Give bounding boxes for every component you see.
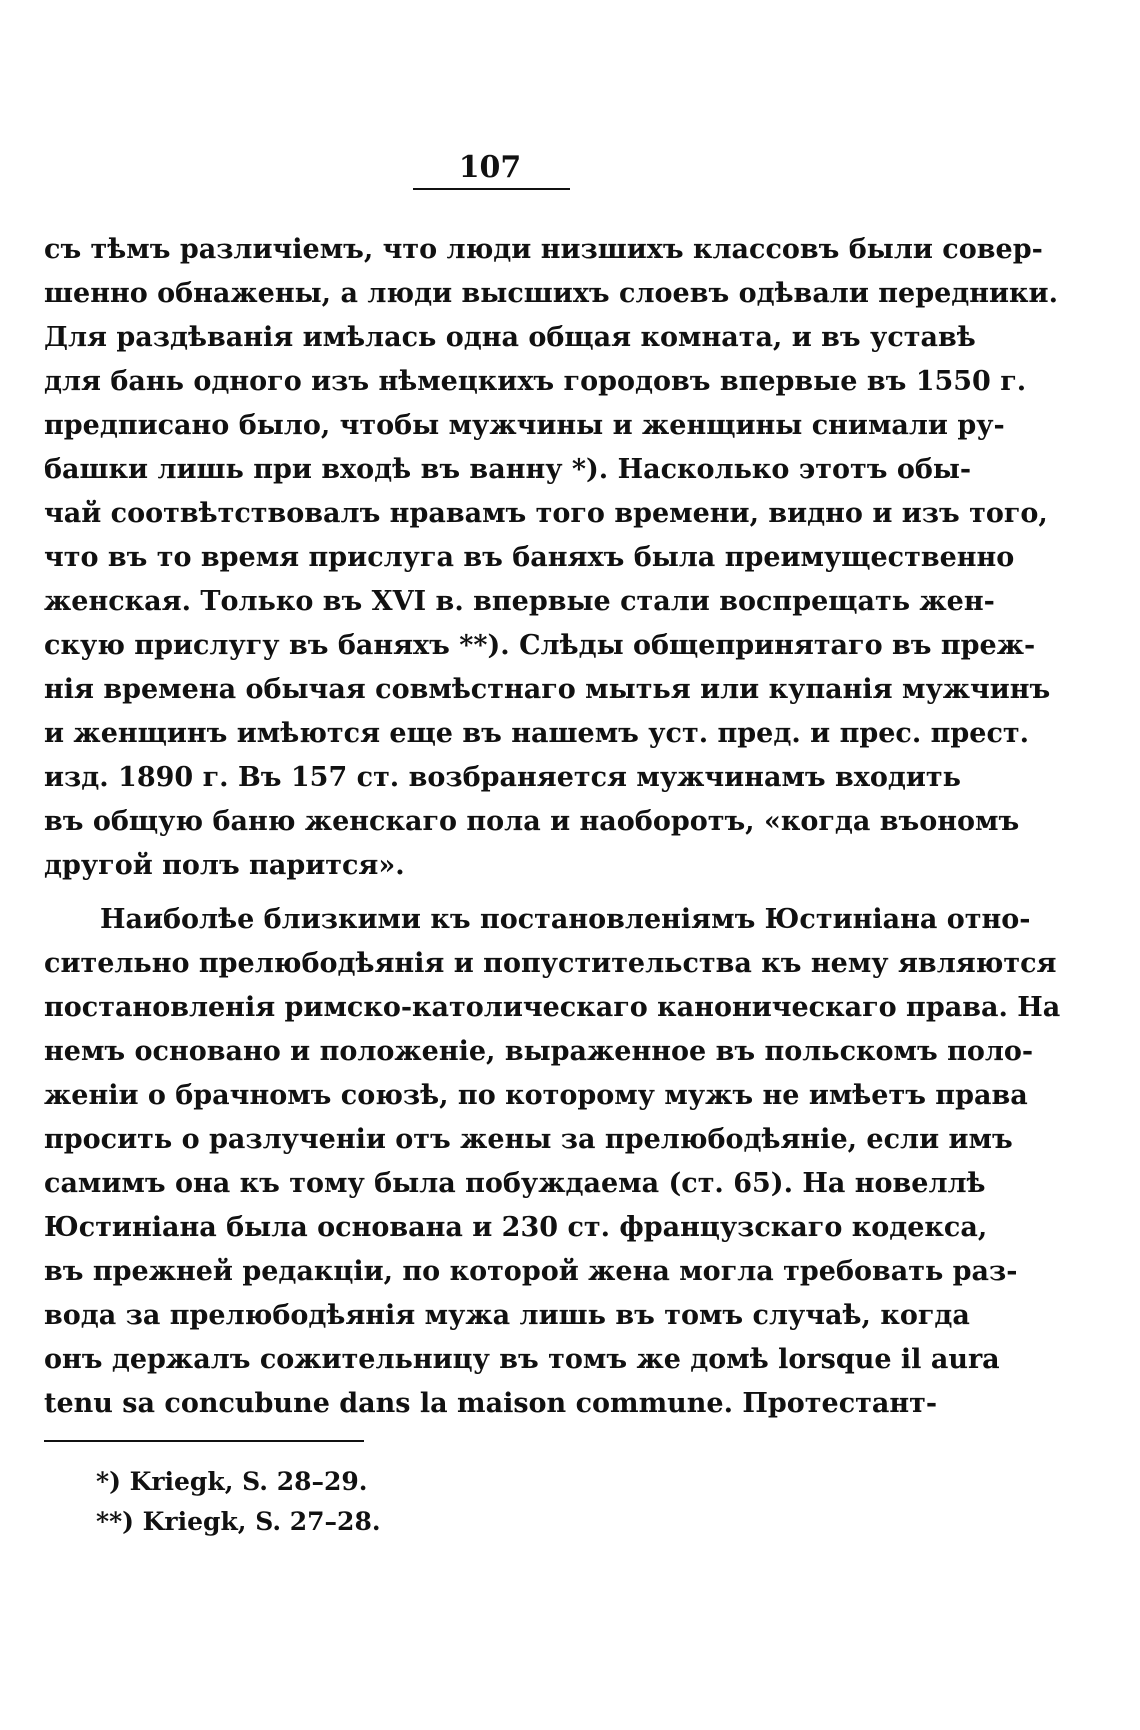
- text-line: нія времена обычая совмѣстнаго мытья или купанія мужчинъ: [44, 674, 1051, 705]
- paragraph-gap: [44, 888, 934, 898]
- text-line: скую прислугу въ баняхъ **). Слѣды общепринятаго въ преж-: [44, 630, 1036, 661]
- text-line: въ общую баню женскаго пола и наоборотъ, «когда въономъ: [44, 806, 1020, 837]
- footnote: *) Kriegk, S. 28–29.: [96, 1467, 368, 1496]
- text-line: Наиболѣе близкими къ постановленіямъ Юстиніана отно-: [100, 904, 1031, 935]
- text-line: для бань одного изъ нѣмецкихъ городовъ впервые въ 1550 г.: [44, 366, 1027, 397]
- text-line: просить о разлученіи отъ жены за прелюбодѣяніе, если имъ: [44, 1124, 1013, 1155]
- text-line: немъ основано и положеніе, выраженное въ польскомъ поло-: [44, 1036, 1034, 1067]
- text-line: tenu sa concubune dans la maison commune. Протестант-: [44, 1388, 938, 1419]
- text-line: самимъ она къ тому была побуждаема (ст. 65). На новеллѣ: [44, 1168, 986, 1199]
- text-line: сительно прелюбодѣянія и попустительства къ нему являются: [44, 948, 1057, 979]
- text-line: и женщинъ имѣются еще въ нашемъ уст. пред. и прес. прест.: [44, 718, 1030, 749]
- text-line: съ тѣмъ различіемъ, что люди низшихъ классовъ были совер-: [44, 234, 1043, 265]
- page-number-rule: [413, 188, 570, 190]
- footnotes: [96, 1462, 696, 1542]
- text-line: постановленія римско-католическаго каноническаго права. На: [44, 992, 1061, 1023]
- text-line: другой полъ парится».: [44, 850, 405, 881]
- text-line: башки лишь при входѣ въ ванну *). Насколько этотъ обы-: [44, 454, 972, 485]
- text-line: что въ то время прислуга въ баняхъ была преимущественно: [44, 542, 1015, 573]
- footnote: **) Kriegk, S. 27–28.: [96, 1507, 381, 1536]
- text-line: предписано было, чтобы мужчины и женщины снимали ру-: [44, 410, 1005, 441]
- text-line: женіи о брачномъ союзѣ, по которому мужъ не имѣетъ права: [44, 1080, 1028, 1111]
- text-line: изд. 1890 г. Въ 157 ст. возбраняется мужчинамъ входить: [44, 762, 961, 793]
- text-line: вода за прелюбодѣянія мужа лишь въ томъ случаѣ, когда: [44, 1300, 970, 1331]
- text-line: онъ держалъ сожительницу въ томъ же домѣ lorsque il aura: [44, 1344, 1000, 1375]
- text-line: женская. Только въ XVI в. впервые стали воспрещать жен-: [44, 586, 995, 617]
- text-line: чай соотвѣтствовалъ нравамъ того времени, видно и изъ того,: [44, 498, 1048, 529]
- text-line: Для раздѣванія имѣлась одна общая комната, и въ уставѣ: [44, 322, 976, 353]
- body-text: [44, 228, 1061, 1426]
- text-line: шенно обнажены, а люди высшихъ слоевъ одѣвали передники.: [44, 278, 1058, 309]
- footnote-rule: [44, 1440, 364, 1442]
- text-line: въ прежней редакціи, по которой жена могла требовать раз-: [44, 1256, 1018, 1287]
- page-number: 107: [458, 150, 522, 185]
- text-line: Юстиніана была основана и 230 ст. французскаго кодекса,: [44, 1212, 988, 1243]
